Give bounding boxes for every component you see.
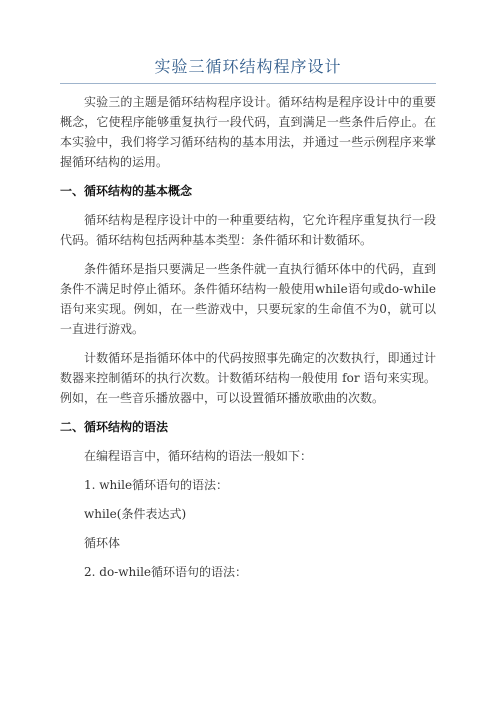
title-divider bbox=[60, 83, 436, 84]
document-body bbox=[60, 92, 436, 591]
section-1-paragraph-1: 循环结构是程序设计中的一种重要结构，它允许程序重复执行一段代码。循环结构包括两种基本类型：条件循环和计数循环。 bbox=[60, 213, 436, 247]
intro-paragraph: 实验三的主题是循环结构程序设计。循环结构是程序设计中的重要概念，它使程序能够重复执行一段代码，直到满足一些条件后停止。在本实验中，我们将学习循环结构的基本用法，并通过一些示例程序来掌握循环结构的运用。 bbox=[60, 95, 436, 169]
list-item-do-while: 2. do-while循环语句的语法： bbox=[84, 565, 248, 579]
section-2-heading: 二、循环结构的语法 bbox=[60, 420, 169, 434]
section-1-paragraph-3: 计数循环是指循环体中的代码按照事先确定的次数执行，即通过计数器来控制循环的执行次数。计数循环结构一般使用 for 语句来实现。例如，在一些音乐播放器中，可以设置循环播放歌曲的次数。 bbox=[60, 351, 436, 405]
section-2-paragraph-1: 在编程语言中，循环结构的语法一般如下： bbox=[84, 449, 313, 463]
section-1-heading: 一、循环结构的基本概念 bbox=[60, 184, 193, 198]
section-1-paragraph-2: 条件循环是指只要满足一些条件就一直执行循环体中的代码，直到条件不满足时停止循环。条件循环结构一般使用while语句或do-while语句来实现。例如，在一些游戏中，只要玩家的生命值不为0，就可以一直进行游戏。 bbox=[60, 262, 436, 336]
document-title: 实验三循环结构程序设计 bbox=[154, 57, 342, 76]
list-item-while: 1. while循环语句的语法： bbox=[84, 478, 229, 492]
code-while-header: while(条件表达式) bbox=[84, 507, 187, 521]
code-loop-body: 循环体 bbox=[84, 536, 121, 550]
